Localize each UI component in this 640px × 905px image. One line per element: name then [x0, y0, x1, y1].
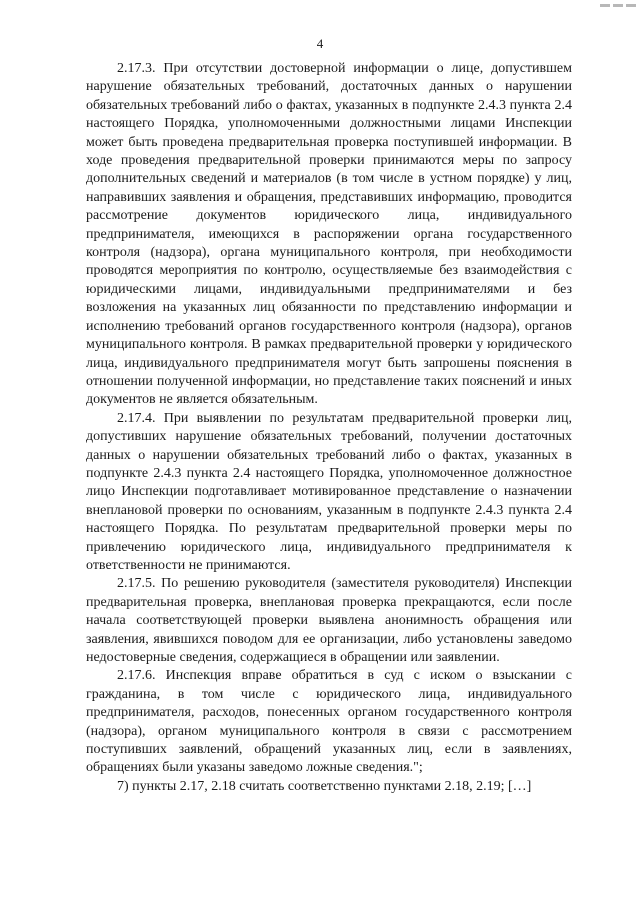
paragraph-item-7: 7) пункты 2.17, 2.18 считать соответственно пунктами 2.18, 2.19; […]: [117, 778, 532, 794]
page-number: 4: [316, 36, 324, 51]
paragraph-2-17-5: 2.17.5. По решению руководителя (заместителя руководителя) Инспекции предварительная проверка, внеплановая проверка прекращаются, если после начала соответствующей проверки выявлена анонимность обращения или заявления, явившихся поводом для ее организации, либо установлены заведомо недостоверные сведения, содержащиеся в обращении или заявлении.: [86, 576, 572, 665]
scan-mark-segment: [613, 4, 623, 7]
paragraph-2-17-6: 2.17.6. Инспекция вправе обратиться в суд с иском о взыскании с гражданина, в том числе с юридического лица, индивидуального предпринимателя, расходов, понесенных органом государственного контроля (надзора), органом муниципального контроля в связи с рассмотрением поступивших заявлений, обращений указанных лиц, если в заявлениях, обращениях были указаны заведомо ложные сведения.";: [86, 668, 572, 776]
scan-corner-mark: [600, 4, 636, 7]
paragraph-2-17-4: 2.17.4. При выявлении по результатам предварительной проверки лиц, допустивших нарушение обязательных требований, получении достаточных данных о нарушении обязательных требований либо о фактах, указанных в подпункте 2.4.3 пункта 2.4 настоящего Порядка, уполномоченное должностное лицо Инспекции подготавливает мотивированное представление о назначении внеплановой проверки по основаниям, указанным в подпункте 2.4.3 пункта 2.4 настоящего Порядка. По результатам предварительной проверки меры по привлечению юридического лица, индивидуального предпринимателя к ответственности не принимаются.: [86, 410, 572, 573]
document-body: [86, 60, 572, 796]
paragraph-2-17-3: 2.17.3. При отсутствии достоверной информации о лице, допустившем нарушение обязательных требований, достаточных данных о нарушении обязательных требований либо о фактах, указанных в подпункте 2.4.3 пункта 2.4 настоящего Порядка, уполномоченными должностными лицами Инспекции может быть проведена предварительная проверка поступившей информации. В ходе проведения предварительной проверки принимаются меры по запросу дополнительных сведений и материалов (в том числе в устном порядке) у лиц, направивших заявления и обращения, представивших информацию, проводится рассмотрение документов юридического лица, индивидуального предпринимателя, имеющихся в распоряжении органа государственного контроля (надзора), органа муниципального контроля, при необходимости проводятся мероприятия по контролю, осуществляемые без взаимодействия с юридическими лицами, индивидуальными предпринимателями и без возложения на указанных лиц обязанности по представлению информации и исполнению требований органов государственного контроля (надзора), органов муниципального контроля. В рамках предварительной проверки у юридического лица, индивидуального предпринимателя могут быть запрошены пояснения в отношении полученной информации, но представление таких пояснений и иных документов не является обязательным.: [86, 61, 572, 408]
scan-mark-segment: [600, 4, 610, 7]
scan-mark-segment: [626, 4, 636, 7]
